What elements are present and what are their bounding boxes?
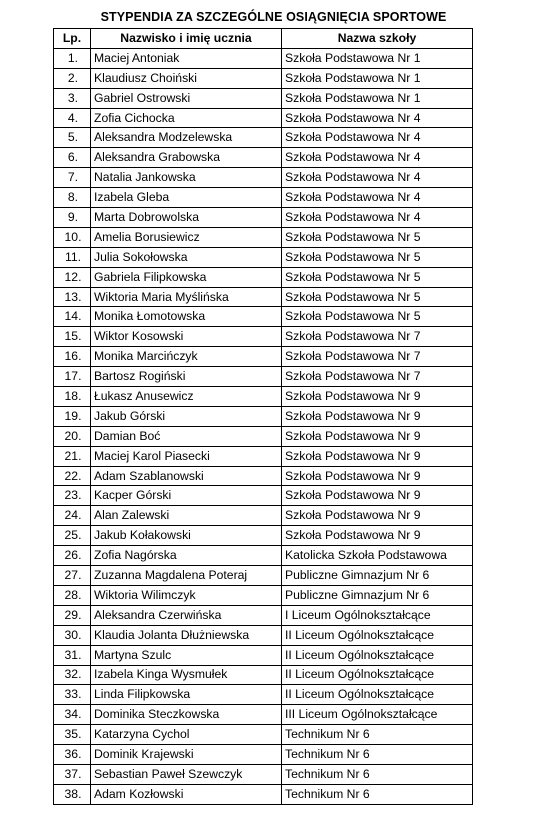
- student-name: Monika Łomotowska: [91, 307, 282, 327]
- student-name: Jakub Górski: [91, 406, 282, 426]
- school-name: Technikum Nr 6: [282, 764, 473, 784]
- row-number: 28.: [54, 585, 91, 605]
- student-name: Gabriel Ostrowski: [91, 88, 282, 108]
- student-name: Gabriela Filipkowska: [91, 267, 282, 287]
- school-name: Szkoła Podstawowa Nr 4: [282, 208, 473, 228]
- table-row: [54, 68, 473, 88]
- student-name: Zofia Cichocka: [91, 108, 282, 128]
- table-row: [54, 108, 473, 128]
- table-row: [54, 327, 473, 347]
- school-name: II Liceum Ogólnokształcące: [282, 665, 473, 685]
- school-name: Szkoła Podstawowa Nr 9: [282, 466, 473, 486]
- school-name: Szkoła Podstawowa Nr 4: [282, 168, 473, 188]
- school-name: Szkoła Podstawowa Nr 5: [282, 307, 473, 327]
- school-name: III Liceum Ogólnokształcące: [282, 705, 473, 725]
- school-name: Szkoła Podstawowa Nr 5: [282, 287, 473, 307]
- table-row: [54, 446, 473, 466]
- student-name: Izabela Gleba: [91, 188, 282, 208]
- table-row: [54, 387, 473, 407]
- row-number: 26.: [54, 546, 91, 566]
- row-number: 33.: [54, 685, 91, 705]
- row-number: 23.: [54, 486, 91, 506]
- table-row: [54, 267, 473, 287]
- table-row: [54, 764, 473, 784]
- table-row: [54, 566, 473, 586]
- student-name: Adam Kozłowski: [91, 784, 282, 804]
- row-number: 6.: [54, 148, 91, 168]
- table-row: [54, 406, 473, 426]
- student-name: Aleksandra Czerwińska: [91, 605, 282, 625]
- row-number: 32.: [54, 665, 91, 685]
- table-row: [54, 685, 473, 705]
- school-name: Publiczne Gimnazjum Nr 6: [282, 585, 473, 605]
- school-name: Szkoła Podstawowa Nr 1: [282, 68, 473, 88]
- student-name: Monika Marcińczyk: [91, 347, 282, 367]
- table-row: [54, 347, 473, 367]
- row-number: 15.: [54, 327, 91, 347]
- table-row: [54, 287, 473, 307]
- row-number: 16.: [54, 347, 91, 367]
- table-row: [54, 526, 473, 546]
- row-number: 21.: [54, 446, 91, 466]
- row-number: 34.: [54, 705, 91, 725]
- header-student-name: Nazwisko i imię ucznia: [91, 29, 282, 49]
- school-name: Szkoła Podstawowa Nr 7: [282, 367, 473, 387]
- student-name: Klaudiusz Choiński: [91, 68, 282, 88]
- table-row: [54, 506, 473, 526]
- student-name: Adam Szablanowski: [91, 466, 282, 486]
- table-header-row: [54, 29, 473, 49]
- school-name: Szkoła Podstawowa Nr 5: [282, 267, 473, 287]
- student-name: Damian Boć: [91, 426, 282, 446]
- student-name: Alan Zalewski: [91, 506, 282, 526]
- row-number: 12.: [54, 267, 91, 287]
- student-name: Dominika Steczkowska: [91, 705, 282, 725]
- row-number: 4.: [54, 108, 91, 128]
- school-name: Szkoła Podstawowa Nr 5: [282, 227, 473, 247]
- row-number: 17.: [54, 367, 91, 387]
- school-name: II Liceum Ogólnokształcące: [282, 645, 473, 665]
- school-name: Szkoła Podstawowa Nr 1: [282, 88, 473, 108]
- row-number: 37.: [54, 764, 91, 784]
- table-row: [54, 88, 473, 108]
- student-name: Izabela Kinga Wysmułek: [91, 665, 282, 685]
- table-row: [54, 48, 473, 68]
- school-name: Szkoła Podstawowa Nr 1: [282, 48, 473, 68]
- student-name: Katarzyna Cychol: [91, 725, 282, 745]
- student-name: Zuzanna Magdalena Poteraj: [91, 566, 282, 586]
- table-row: [54, 466, 473, 486]
- school-name: Technikum Nr 6: [282, 745, 473, 765]
- student-name: Wiktoria Maria Myślińska: [91, 287, 282, 307]
- student-name: Maciej Antoniak: [91, 48, 282, 68]
- row-number: 35.: [54, 725, 91, 745]
- row-number: 1.: [54, 48, 91, 68]
- row-number: 24.: [54, 506, 91, 526]
- row-number: 2.: [54, 68, 91, 88]
- school-name: Szkoła Podstawowa Nr 7: [282, 347, 473, 367]
- school-name: Szkoła Podstawowa Nr 9: [282, 526, 473, 546]
- row-number: 38.: [54, 784, 91, 804]
- school-name: Szkoła Podstawowa Nr 4: [282, 108, 473, 128]
- row-number: 29.: [54, 605, 91, 625]
- student-name: Aleksandra Modzelewska: [91, 128, 282, 148]
- table-row: [54, 307, 473, 327]
- table-row: [54, 546, 473, 566]
- school-name: Szkoła Podstawowa Nr 7: [282, 327, 473, 347]
- table-row: [54, 208, 473, 228]
- row-number: 9.: [54, 208, 91, 228]
- row-number: 18.: [54, 387, 91, 407]
- student-name: Natalia Jankowska: [91, 168, 282, 188]
- table-row: [54, 367, 473, 387]
- school-name: Szkoła Podstawowa Nr 9: [282, 446, 473, 466]
- student-name: Sebastian Paweł Szewczyk: [91, 764, 282, 784]
- school-name: Szkoła Podstawowa Nr 4: [282, 128, 473, 148]
- row-number: 14.: [54, 307, 91, 327]
- school-name: II Liceum Ogólnokształcące: [282, 625, 473, 645]
- document-title: STYPENDIA ZA SZCZEGÓLNE OSIĄGNIĘCIA SPORTOWE: [100, 10, 447, 24]
- table-row: [54, 665, 473, 685]
- row-number: 30.: [54, 625, 91, 645]
- school-name: I Liceum Ogólnokształcące: [282, 605, 473, 625]
- row-number: 20.: [54, 426, 91, 446]
- header-lp: Lp.: [54, 29, 91, 49]
- student-name: Wiktor Kosowski: [91, 327, 282, 347]
- row-number: 27.: [54, 566, 91, 586]
- school-name: Szkoła Podstawowa Nr 9: [282, 406, 473, 426]
- table-row: [54, 705, 473, 725]
- table-row: [54, 486, 473, 506]
- row-number: 8.: [54, 188, 91, 208]
- row-number: 22.: [54, 466, 91, 486]
- school-name: Publiczne Gimnazjum Nr 6: [282, 566, 473, 586]
- student-name: Amelia Borusiewicz: [91, 227, 282, 247]
- school-name: Szkoła Podstawowa Nr 9: [282, 426, 473, 446]
- table-row: [54, 745, 473, 765]
- school-name: II Liceum Ogólnokształcące: [282, 685, 473, 705]
- school-name: Szkoła Podstawowa Nr 9: [282, 387, 473, 407]
- row-number: 11.: [54, 247, 91, 267]
- table-row: [54, 585, 473, 605]
- student-name: Kacper Górski: [91, 486, 282, 506]
- table-row: [54, 247, 473, 267]
- student-name: Linda Filipkowska: [91, 685, 282, 705]
- row-number: 13.: [54, 287, 91, 307]
- student-name: Dominik Krajewski: [91, 745, 282, 765]
- table-row: [54, 645, 473, 665]
- table-row: [54, 168, 473, 188]
- row-number: 3.: [54, 88, 91, 108]
- student-name: Łukasz Anusewicz: [91, 387, 282, 407]
- table-body: [54, 48, 473, 804]
- table-row: [54, 725, 473, 745]
- student-name: Jakub Kołakowski: [91, 526, 282, 546]
- table-row: [54, 605, 473, 625]
- row-number: 36.: [54, 745, 91, 765]
- school-name: Szkoła Podstawowa Nr 5: [282, 247, 473, 267]
- table-row: [54, 227, 473, 247]
- row-number: 5.: [54, 128, 91, 148]
- table-row: [54, 625, 473, 645]
- student-name: Aleksandra Grabowska: [91, 148, 282, 168]
- student-name: Klaudia Jolanta Dłużniewska: [91, 625, 282, 645]
- row-number: 19.: [54, 406, 91, 426]
- table-row: [54, 426, 473, 446]
- student-name: Zofia Nagórska: [91, 546, 282, 566]
- table-row: [54, 148, 473, 168]
- student-name: Martyna Szulc: [91, 645, 282, 665]
- table-row: [54, 188, 473, 208]
- row-number: 10.: [54, 227, 91, 247]
- row-number: 25.: [54, 526, 91, 546]
- row-number: 31.: [54, 645, 91, 665]
- header-school-name: Nazwa szkoły: [282, 29, 473, 49]
- school-name: Technikum Nr 6: [282, 784, 473, 804]
- student-name: Marta Dobrowolska: [91, 208, 282, 228]
- table-row: [54, 128, 473, 148]
- scholarship-table: [53, 28, 473, 805]
- student-name: Wiktoria Wilimczyk: [91, 585, 282, 605]
- school-name: Katolicka Szkoła Podstawowa: [282, 546, 473, 566]
- student-name: Bartosz Rogiński: [91, 367, 282, 387]
- school-name: Szkoła Podstawowa Nr 4: [282, 188, 473, 208]
- school-name: Szkoła Podstawowa Nr 9: [282, 506, 473, 526]
- school-name: Szkoła Podstawowa Nr 4: [282, 148, 473, 168]
- student-name: Maciej Karol Piasecki: [91, 446, 282, 466]
- school-name: Szkoła Podstawowa Nr 9: [282, 486, 473, 506]
- row-number: 7.: [54, 168, 91, 188]
- table-row: [54, 784, 473, 804]
- school-name: Technikum Nr 6: [282, 725, 473, 745]
- student-name: Julia Sokołowska: [91, 247, 282, 267]
